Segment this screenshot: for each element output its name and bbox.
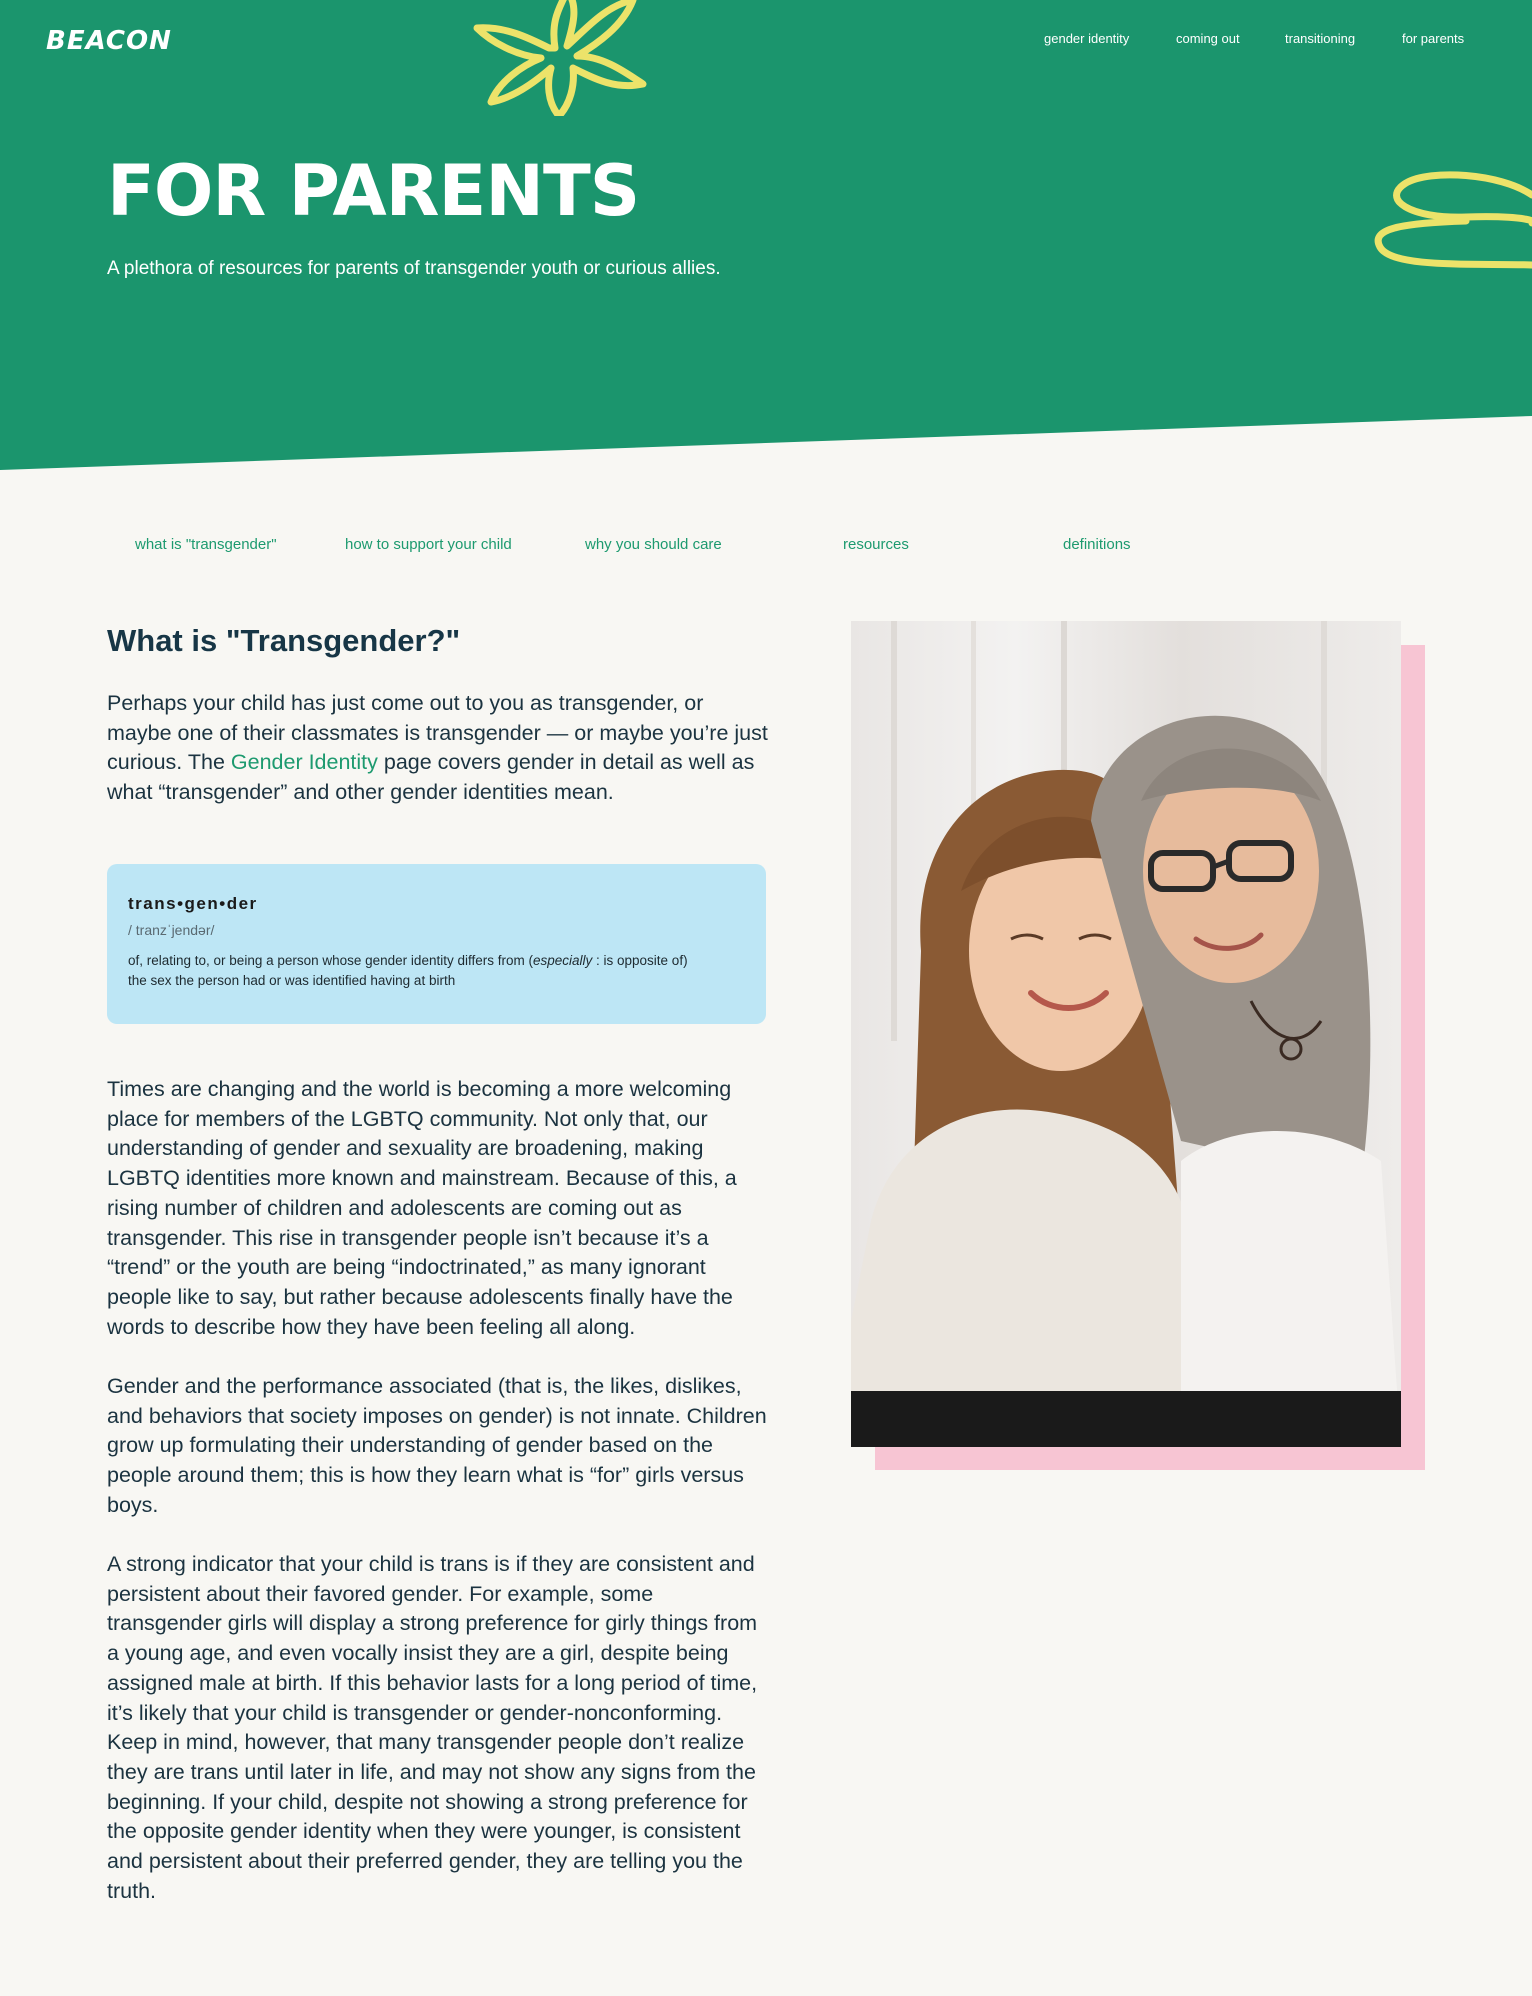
body-paragraph-3: A strong indicator that your child is trans is if they are consistent and persistent about their favored gender. For example, some transgender girls will display a strong preference for girly things from a young age, and even vocally insist they are a girl, despite being assigned male at birth. If this behavior lasts for a long period of time, it’s likely that your child is transgender or gender-nonconforming. Keep in mind, however, that many transgender people don’t realize they are trans until later in life, and may not show any signs from the beginning. If your child, despite not showing a strong preference for the opposite gender identity when they were younger, is consistent and persistent about their preferred gender, they are telling you the truth.: [107, 1552, 758, 1903]
nav-for-parents[interactable]: for parents: [1402, 31, 1465, 46]
definition-word: trans•gen•der: [128, 894, 258, 913]
parent-and-child-photo: [851, 621, 1401, 1447]
intro-text-start: Perhaps your child has just come out to you as transgender, or maybe one of their classmates is transgender — or maybe you’re just curious. The: [107, 691, 768, 775]
definition-text: [128, 951, 708, 991]
section-link-why-care[interactable]: why you should care: [585, 536, 722, 553]
nav-coming-out[interactable]: coming out: [1176, 31, 1240, 46]
section-link-definitions[interactable]: definitions: [1063, 536, 1131, 553]
body-paragraph-2: Gender and the performance associated (that is, the likes, dislikes, and behaviors that society imposes on gender) is not innate. Children grow up formulating their understanding of gender based on the people around them; this is how they learn what is “for” girls versus boys.: [107, 1374, 767, 1517]
swirl-doodle-icon: [1370, 165, 1532, 281]
nav-gender-identity[interactable]: gender identity: [1044, 31, 1130, 46]
definition-pronunciation: / tranzˈjendər/: [128, 922, 215, 938]
section-heading: What is "Transgender?": [107, 623, 461, 658]
section-link-resources[interactable]: resources: [843, 536, 909, 553]
hero-background: [0, 0, 1532, 470]
page-title: FOR PARENTS: [107, 150, 640, 232]
section-link-what-is-transgender[interactable]: what is "transgender": [135, 536, 277, 553]
definition-text-end: : is opposite of) the sex the person had or was identified having at birth: [128, 953, 688, 988]
flower-doodle-icon: [455, 0, 655, 116]
intro-text-end: page covers gender in detail as well as what “transgender” and other gender identities mean.: [107, 750, 755, 805]
beacon-logo[interactable]: BEACON: [46, 26, 172, 56]
definition-text-start: of, relating to, or being a person whose gender identity differs from (: [128, 953, 533, 968]
body-paragraph-1: Times are changing and the world is becoming a more welcoming place for members of the LGBTQ community. Not only that, our understanding of gender and sexuality are broadening, making LGBTQ identities more known and mainstream. Because of this, a rising number of children and adolescents are coming out as transgender. This rise in transgender people isn’t because it’s a “trend” or the youth are being “indoctrinated,” as many ignorant people like to say, but rather because adolescents finally have the words to describe how they have been feeling all along.: [107, 1077, 737, 1339]
section-link-support-your-child[interactable]: how to support your child: [345, 536, 512, 553]
page-subtitle: A plethora of resources for parents of transgender youth or curious allies.: [107, 258, 721, 279]
intro-paragraph: [107, 689, 769, 808]
definition-card: [107, 864, 766, 1024]
gender-identity-link[interactable]: Gender Identity: [230, 750, 378, 775]
nav-transitioning[interactable]: transitioning: [1285, 31, 1356, 46]
definition-emphasis: especially: [532, 953, 593, 968]
